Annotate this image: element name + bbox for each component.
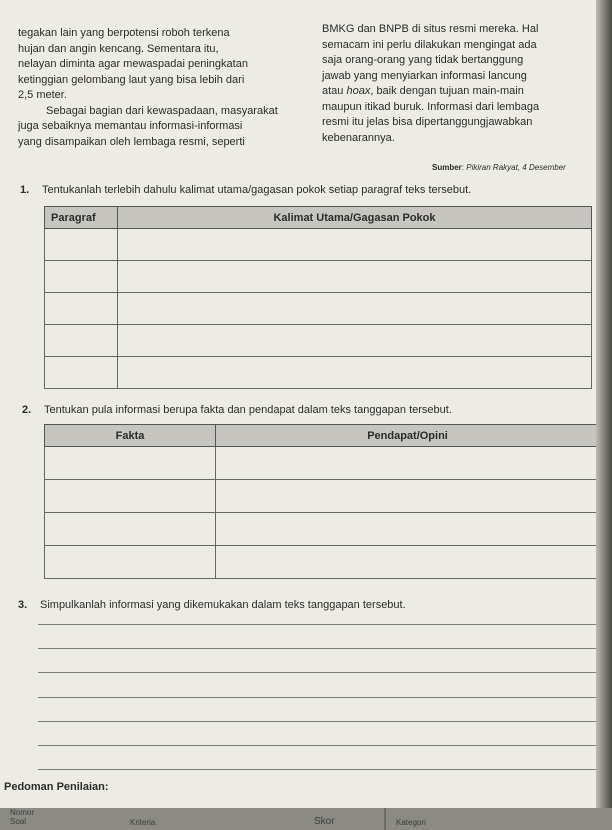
table-cell[interactable] [216, 480, 596, 513]
passage-right-column [322, 22, 596, 146]
column-header-pendapat: Pendapat/Opini [216, 425, 596, 447]
passage-line: saja orang-orang yang tidak bertanggung [322, 54, 524, 66]
passage-line: kebenarannya. [322, 131, 395, 144]
table-cell[interactable] [216, 546, 596, 579]
answer-line[interactable] [38, 697, 596, 698]
question-text: Tentukanlah terlebih dahulu kalimat utama/gagasan pokok setiap paragraf teks tersebut. [42, 184, 472, 196]
passage-line: hujan dan angin kencang. Sementara itu, [18, 42, 219, 55]
answer-line[interactable] [38, 672, 596, 673]
passage-line: atau hoax, baik dengan tujuan main-main [322, 85, 524, 97]
pedoman-title: Pedoman Penilaian: [4, 781, 109, 793]
passage-left-column [18, 26, 308, 150]
source-label: Sumber [432, 163, 462, 172]
table-cell[interactable] [45, 546, 216, 579]
page-edge-shadow [596, 0, 612, 830]
main-idea-table [44, 206, 592, 389]
passage-line: jawab yang menyiarkan informasi lancung [322, 69, 527, 82]
passage-line: maupun itikad buruk. Informasi dari lembaga [322, 100, 540, 113]
question-1 [20, 183, 471, 197]
question-text: Simpulkanlah informasi yang dikemukakan dalam teks tanggapan tersebut. [40, 599, 406, 611]
question-number: 2. [22, 404, 32, 416]
passage-line: juga sebaiknya memantau informasi-informasi [18, 120, 243, 132]
passage-line: tegakan lain yang berpotensi roboh terkena [18, 27, 230, 39]
question-number: 3. [18, 599, 28, 611]
column-header-kategori: Kategori [396, 818, 426, 827]
answer-line[interactable] [38, 648, 596, 649]
passage-line: BMKG dan BNPB di situs resmi mereka. Hal [322, 23, 539, 35]
fact-opinion-table [44, 424, 596, 579]
column-header-skor: Skor [314, 816, 335, 827]
table-cell[interactable] [45, 480, 216, 513]
passage-line: 2,5 meter. [18, 89, 67, 101]
scoring-table-header [0, 808, 612, 830]
table-cell[interactable] [118, 357, 592, 389]
passage-line: ketinggian gelombang laut yang bisa lebih dari [18, 73, 245, 86]
column-header-nomor-soal: Nomor Soal [10, 808, 35, 826]
table-cell[interactable] [45, 325, 118, 357]
source-citation: Sumber: Pikiran Rakyat, 4 Desember [432, 163, 566, 172]
question-number: 1. [20, 184, 30, 196]
table-cell[interactable] [45, 357, 118, 389]
passage-line: yang disampaikan oleh lembaga resmi, seperti [18, 135, 245, 148]
column-header-kalimat-utama: Kalimat Utama/Gagasan Pokok [118, 207, 592, 229]
answer-line[interactable] [38, 745, 596, 746]
passage-line: nelayan diminta agar mewaspadai peningkatan [18, 58, 248, 70]
table-cell[interactable] [45, 261, 118, 293]
question-2 [22, 403, 452, 417]
table-cell[interactable] [45, 293, 118, 325]
column-divider [384, 808, 386, 830]
table-cell[interactable] [118, 293, 592, 325]
question-3 [18, 598, 406, 612]
question-text: Tentukan pula informasi berupa fakta dan pendapat dalam teks tanggapan tersebut. [44, 404, 452, 416]
answer-line[interactable] [38, 721, 596, 722]
passage-line: resmi itu jelas bisa dipertanggungjawabkan [322, 116, 533, 128]
column-header-fakta: Fakta [45, 425, 216, 447]
column-header-kriteria: Kriteria [130, 818, 156, 827]
column-header-paragraf: Paragraf [45, 207, 118, 229]
table-cell[interactable] [118, 325, 592, 357]
source-text: Pikiran Rakyat, 4 Desember [466, 163, 566, 172]
passage-line: Sebagai bagian dari kewaspadaan, masyarakat [46, 104, 278, 117]
table-cell[interactable] [118, 229, 592, 261]
table-cell[interactable] [45, 229, 118, 261]
table-cell[interactable] [45, 447, 216, 480]
table-cell[interactable] [216, 447, 596, 480]
answer-line[interactable] [38, 624, 596, 625]
passage-line: semacam ini perlu dilakukan mengingat ada [322, 38, 537, 51]
table-cell[interactable] [118, 261, 592, 293]
answer-line[interactable] [38, 769, 596, 770]
table-cell[interactable] [45, 513, 216, 546]
table-cell[interactable] [216, 513, 596, 546]
